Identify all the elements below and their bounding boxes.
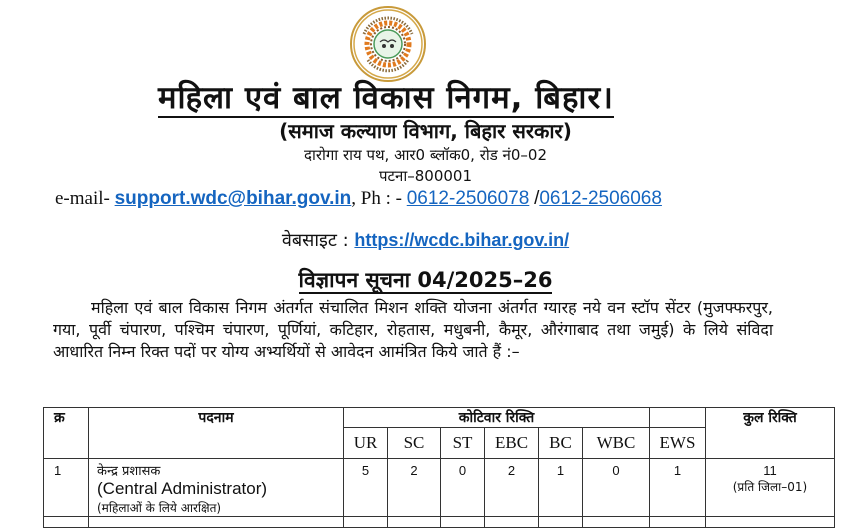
vacancy-table xyxy=(43,407,835,528)
city-pincode: पटना–800001 xyxy=(378,167,473,185)
header-bc: BC xyxy=(539,428,583,459)
value-bc: 1 xyxy=(539,459,583,517)
row-serial: 1 xyxy=(44,459,89,517)
notice-title-text: विज्ञापन सूचना 04/2025–26 xyxy=(298,268,553,292)
table-header-row xyxy=(44,408,835,428)
phone-label: , Ph : - xyxy=(351,188,402,209)
total-count: 11 xyxy=(763,463,777,478)
header-category-group: कोटिवार रिक्ति xyxy=(344,408,650,428)
value-total xyxy=(706,459,835,517)
total-note: (प्रति जिला–01) xyxy=(732,480,808,494)
header-st: ST xyxy=(441,428,485,459)
header-ews: EWS xyxy=(650,428,706,459)
header-serial: क्र xyxy=(44,408,89,459)
header-ur: UR xyxy=(344,428,388,459)
phone-link-2[interactable]: 0612-2506068 xyxy=(539,188,662,209)
value-wbc: 0 xyxy=(583,459,650,517)
email-link[interactable]: support.wdc@bihar.gov.in xyxy=(114,188,352,209)
phone-link-1[interactable]: 0612-2506078 xyxy=(406,188,530,209)
organization-title: महिला एवं बाल विकास निगम, बिहार। xyxy=(158,80,614,116)
table-row-partial xyxy=(44,517,835,528)
phone-separator: / xyxy=(534,188,540,209)
address-line: दारोगा राय पथ, आर0 ब्लॉक0, रोड नं0–02 xyxy=(303,146,547,164)
header-total: कुल रिक्ति xyxy=(706,408,835,459)
header-wbc: WBC xyxy=(583,428,650,459)
notice-paragraph xyxy=(53,297,773,363)
table-row xyxy=(44,459,835,517)
contact-line xyxy=(55,188,662,210)
value-ebc: 2 xyxy=(485,459,539,517)
notice-paragraph-text: महिला एवं बाल विकास निगम अंतर्गत संचालित मिशन शक्ति योजना अंतर्गत ग्यारह नये वन स्टॉप सेंटर (मुजफ्फरपुर, गया, पूर्वी चंपारण, पश्चिम चंपारण, पूर्णियां, कटिहार, रोहतास, मधुबनी, कैमूर, औरंगाबाद तथा जमुई) के लिये संविदा आधारित निम्न रिक्त पदों पर योग्य अभ्यर्थियों से आवेदन आमंत्रित किये जाते हैं :– xyxy=(53,298,773,361)
header-post: पदनाम xyxy=(89,408,344,459)
header-ebc: EBC xyxy=(485,428,539,459)
post-english: (Central Administrator) xyxy=(97,479,268,498)
notice-title xyxy=(0,266,851,294)
department-subtitle: (समाज कल्याण विभाग, बिहार सरकार) xyxy=(279,119,572,143)
value-st: 0 xyxy=(441,459,485,517)
emblem-icon xyxy=(352,8,424,80)
row-post xyxy=(89,459,344,517)
header-sc: SC xyxy=(388,428,441,459)
website-label: वेबसाइट : xyxy=(281,230,349,251)
email-label: e-mail- xyxy=(55,188,110,209)
value-ur: 5 xyxy=(344,459,388,517)
post-hindi: केन्द्र प्रशासक xyxy=(97,464,161,479)
header-category-group-ews-spacer xyxy=(650,408,706,428)
value-sc: 2 xyxy=(388,459,441,517)
value-ews: 1 xyxy=(650,459,706,517)
organization-logo xyxy=(350,6,426,82)
post-note: (महिलाओं के लिये आरक्षित) xyxy=(97,501,222,515)
website-link[interactable]: https://wcdc.bihar.gov.in/ xyxy=(354,230,570,250)
website-line xyxy=(0,228,851,252)
